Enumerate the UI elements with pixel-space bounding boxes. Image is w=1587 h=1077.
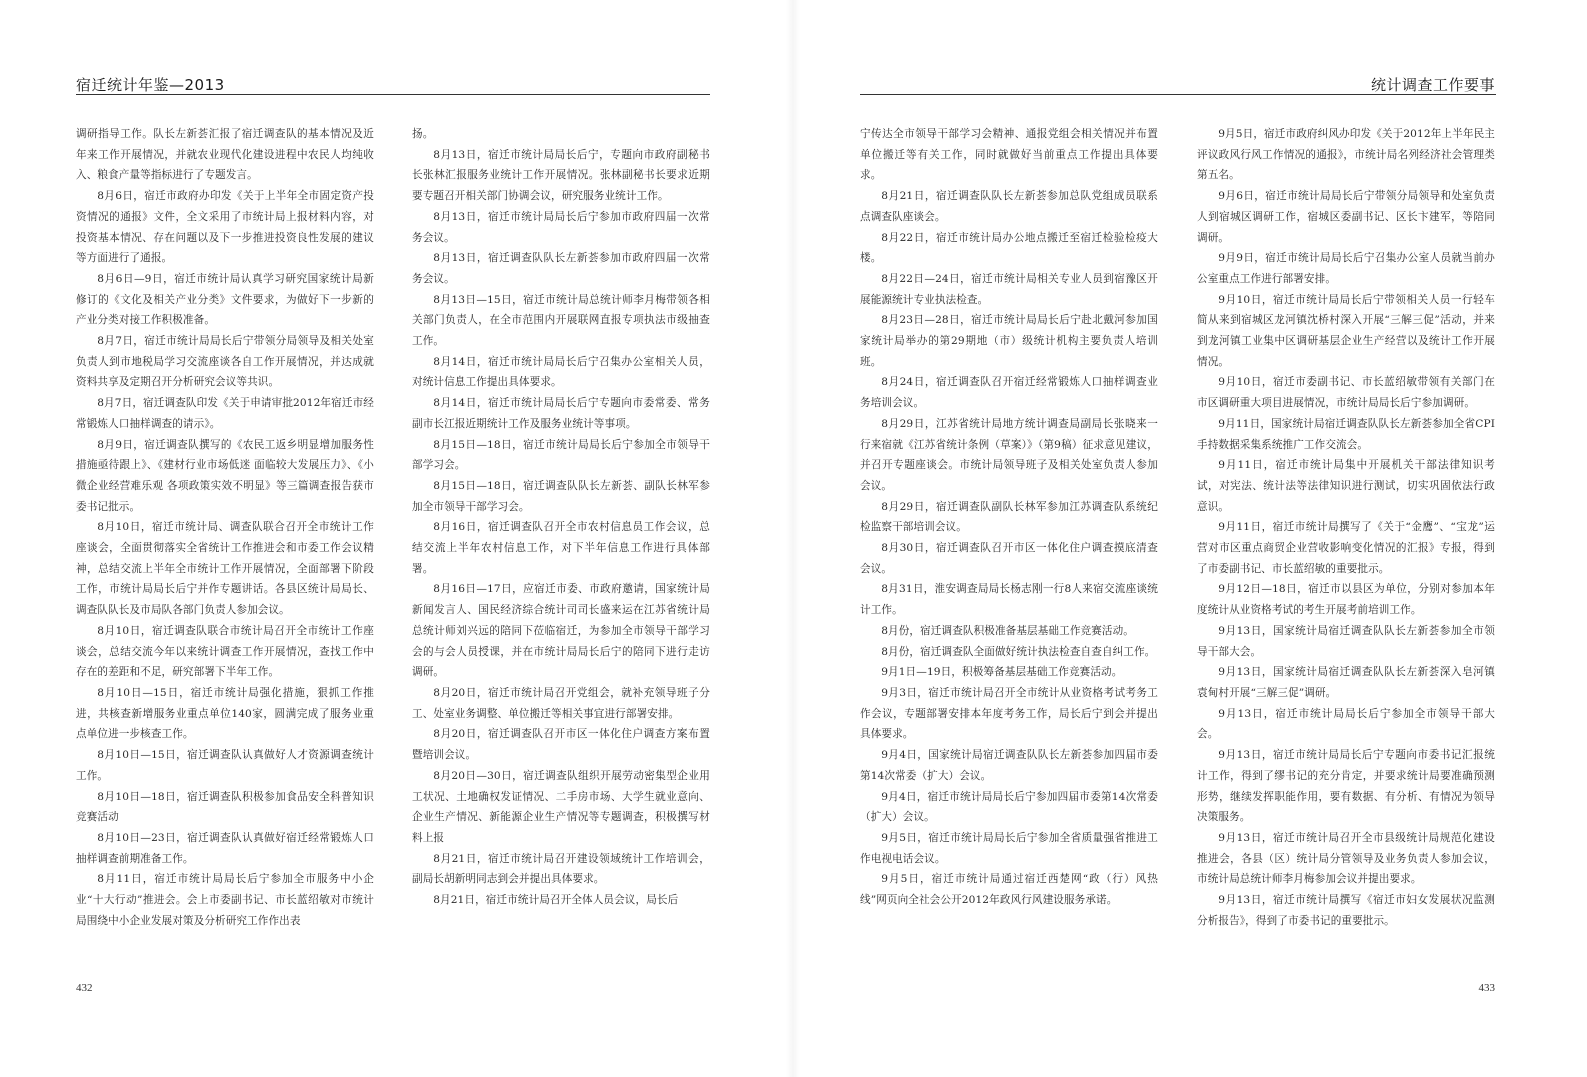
- page-number-left: 432: [76, 982, 93, 994]
- chronicle-entry: 8月7日，宿迁市统计局局长后宁带领分局领导及相关处室负责人到市地税局学习交流座谈各自工作开展情况，并达成就资料共享及定期召开分析研究会议等共识。: [76, 335, 374, 389]
- chronicle-entry: 9月13日，国家统计局宿迁调查队队长左新荟深入皂河镇袁甸村开展“三解三促”调研。: [1197, 666, 1495, 699]
- left-page-column-2: [412, 124, 710, 911]
- chronicle-entry: 9月4日，国家统计局宿迁调查队队长左新荟参加四届市委第14次常委（扩大）会议。: [860, 749, 1158, 782]
- header-rule-left: [76, 94, 710, 95]
- chronicle-entry: 8月29日，江苏省统计局地方统计调查局副局长张晓来一行来宿就《江苏省统计条例（草案）》（第9稿）征求意见建议，并召开专题座谈会。市统计局领导班子及相关处室负责人参加会议。: [860, 417, 1158, 492]
- chronicle-entry: 扬。: [412, 128, 434, 140]
- chronicle-entry: 9月5日，宿迁市统计局通过宿迁西楚网“政（行）风热线”网页向全社会公开2012年政风行风建设服务承诺。: [860, 873, 1158, 907]
- chronicle-entry: 8月24日，宿迁调查队召开宿迁经常锻炼人口抽样调查业务培训会议。: [860, 376, 1158, 410]
- running-header-left: 宿迁统计年鉴—2013: [76, 76, 225, 94]
- chronicle-entry: 9月6日，宿迁市统计局局长后宁带领分局领导和处室负责人到宿城区调研工作，宿城区委副书记、区长卞建军，等陪同调研。: [1197, 190, 1495, 244]
- chronicle-entry: 9月13日，宿迁市统计局召开全市县级统计局规范化建设推进会，各县（区）统计局分管领导及业务负责人参加会议，市统计局总统计师李月梅参加会议并提出要求。: [1197, 831, 1495, 886]
- chronicle-entry: 8月9日，宿迁调查队撰写的《农民工返乡明显增加服务性措施亟待跟上》、《建材行业市场低迷 面临较大发展压力》、《小微企业经营难乐观 各项政策实效不明显》等三篇调查报告获市委书记批示。: [76, 438, 374, 513]
- chronicle-entry: 9月11日，宿迁市统计局撰写了《关于“金鹰”、“宝龙”运营对市区重点商贸企业营收影响变化情况的汇报》专报，得到了市委副书记、市长蓝绍敏的重要批示。: [1197, 521, 1495, 575]
- chronicle-entry: 8月29日，宿迁调查队副队长林军参加江苏调查队系统纪检监察干部培训会议。: [860, 500, 1158, 534]
- right-page-column-1: [860, 124, 1158, 911]
- chronicle-entry: 8月10日—23日，宿迁调查队认真做好宿迁经常锻炼人口抽样调查前期准备工作。: [76, 831, 374, 865]
- left-page-column-1: [76, 124, 374, 931]
- chronicle-entry: 9月13日，宿迁市统计局撰写《宿迁市妇女发展状况监测分析报告》，得到了市委书记的重要批示。: [1197, 894, 1495, 927]
- chronicle-entry: 9月4日，宿迁市统计局局长后宁参加四届市委第14次常委（扩大）会议。: [860, 790, 1158, 824]
- chronicle-entry: 8月15日—18日，宿迁市统计局局长后宁参加全市领导干部学习会。: [412, 438, 710, 472]
- chronicle-entry: 8月份，宿迁调查队全面做好统计执法检查自查自纠工作。: [881, 645, 1156, 658]
- chronicle-entry: 9月9日，宿迁市统计局局长后宁召集办公室人员就当前办公室重点工作进行部署安排。: [1197, 252, 1495, 285]
- chronicle-entry: 9月12日—18日，宿迁市以县区为单位，分别对参加本年度统计从业资格考试的考生开展考前培训工作。: [1197, 583, 1495, 617]
- chronicle-entry: 8月10日，宿迁市统计局、调查队联合召开全市统计工作座谈会，全面贯彻落实全省统计工作推进会和市委工作会议精神，总结交流上半年全市统计工作开展情况，全面部署下阶段工作，市统计局局长后宁并作专题讲话。各县区统计局局长、调查队队长及市局队各部门负责人参加会议。: [76, 521, 374, 617]
- chronicle-entry: 9月3日，宿迁市统计局召开全市统计从业资格考试考务工作会议，专题部署安排本年度考务工作，局长后宁到会并提出具体要求。: [860, 686, 1158, 741]
- chronicle-entry: 8月14日，宿迁市统计局局长后宁召集办公室相关人员，对统计信息工作提出具体要求。: [412, 355, 710, 389]
- chronicle-entry: 9月10日，宿迁市委副书记、市长蓝绍敏带领有关部门在市区调研重大项目进展情况，市统计局局长后宁参加调研。: [1197, 376, 1495, 410]
- chronicle-entry: 9月13日，宿迁市统计局局长后宁专题向市委书记汇报统计工作，得到了缪书记的充分肯定，并要求统计局要准确预测形势，继续发挥职能作用，要有数据、有分析、有情况为领导决策服务。: [1197, 749, 1495, 824]
- page-gutter: [786, 0, 800, 1077]
- chronicle-entry: 8月16日—17日，应宿迁市委、市政府邀请，国家统计局新闻发言人、国民经济综合统计司司长盛来运在江苏省统计局总统计师刘兴远的陪同下莅临宿迁，为参加全市领导干部学习会的与会人员授课，并在市统计局局长后宁的陪同下进行走访调研。: [412, 583, 710, 679]
- chronicle-entry: 8月14日，宿迁市统计局局长后宁专题向市委常委、常务副市长江报近期统计工作及服务业统计等事项。: [412, 397, 710, 430]
- chronicle-entry: 9月5日，宿迁市政府纠风办印发《关于2012年上半年民主评议政风行风工作情况的通报》，市统计局名列经济社会管理类第五名。: [1197, 128, 1495, 182]
- chronicle-entry: 8月16日，宿迁调查队召开全市农村信息员工作会议，总结交流上半年农村信息工作，对下半年信息工作进行具体部署。: [412, 521, 710, 575]
- chronicle-entry: 8月23日—28日，宿迁市统计局局长后宁赴北戴河参加国家统计局举办的第29期地（市）级统计机构主要负责人培训班。: [860, 314, 1158, 368]
- chronicle-entry: 8月10日，宿迁调查队联合市统计局召开全市统计工作座谈会，总结交流今年以来统计调查工作开展情况，查找工作中存在的差距和不足，研究部署下半年工作。: [76, 624, 374, 679]
- chronicle-entry: 8月21日，宿迁调查队队长左新荟参加总队党组成员联系点调查队座谈会。: [860, 190, 1158, 223]
- chronicle-entry: 8月10日—15日，宿迁市统计局强化措施，狠抓工作推进，共核查新增服务业重点单位140家，圆满完成了服务业重点单位进一步核查工作。: [76, 686, 374, 741]
- page-number-right: 433: [1478, 982, 1495, 994]
- chronicle-entry: 9月1日—19日，积极筹备基层基础工作竞赛活动。: [881, 666, 1123, 679]
- chronicle-entry: 8月21日，宿迁市统计局召开建设领域统计工作培训会，副局长胡新明同志到会并提出具体要求。: [412, 852, 710, 886]
- running-header-right: 统计调查工作要事: [1370, 76, 1495, 94]
- chronicle-entry: 8月13日，宿迁市统计局局长后宁参加市政府四届一次常务会议。: [412, 210, 710, 244]
- chronicle-entry: 9月11日，宿迁市统计局集中开展机关干部法律知识考试，对宪法、统计法等法律知识进行测试，切实巩固依法行政意识。: [1197, 459, 1495, 513]
- chronicle-entry: 8月21日，宿迁市统计局召开全体人员会议，局长后: [433, 894, 679, 907]
- chronicle-entry: 8月10日—15日，宿迁调查队认真做好人才资源调查统计工作。: [76, 749, 374, 782]
- chronicle-entry: 8月22日—24日，宿迁市统计局相关专业人员到宿豫区开展能源统计专业执法检查。: [860, 272, 1158, 306]
- chronicle-entry: 8月22日，宿迁市统计局办公地点搬迁至宿迁检验检疫大楼。: [860, 231, 1158, 265]
- chronicle-entry: 8月13日—15日，宿迁市统计局总统计师李月梅带领各相关部门负责人，在全市范围内开展联网直报专项执法市级抽查工作。: [412, 293, 710, 348]
- chronicle-entry: 8月20日，宿迁调查队召开市区一体化住户调查方案布置暨培训会议。: [412, 728, 710, 762]
- chronicle-entry: 9月13日，国家统计局宿迁调查队队长左新荟参加全市领导干部大会。: [1197, 624, 1495, 658]
- chronicle-entry: 宁传达全市领导干部学习会精神、通报党组会相关情况并布置单位搬迁等有关工作，同时就做好当前重点工作提出具体要求。: [860, 128, 1158, 182]
- right-page-column-2: [1197, 124, 1495, 931]
- chronicle-entry: 8月10日—18日，宿迁调查队积极参加食品安全科普知识竞赛活动: [76, 790, 374, 824]
- chronicle-entry: 8月11日，宿迁市统计局局长后宁参加全市服务中小企业“十大行动”推进会。会上市委副书记、市长蓝绍敏对市统计局围绕中小企业发展对策及分析研究工作作出表: [76, 873, 374, 927]
- chronicle-entry: 8月6日—9日，宿迁市统计局认真学习研究国家统计局新修订的《文化及相关产业分类》文件要求，为做好下一步新的产业分类对接工作积极准备。: [76, 272, 374, 327]
- chronicle-entry: 9月11日，国家统计局宿迁调查队队长左新荟参加全省CPI手持数据采集系统推广工作交流会。: [1197, 417, 1495, 451]
- chronicle-entry: 8月15日—18日，宿迁调查队队长左新荟、副队长林军参加全市领导干部学习会。: [412, 479, 710, 513]
- chronicle-entry: 8月13日，宿迁调查队队长左新荟参加市政府四届一次常务会议。: [412, 252, 710, 285]
- chronicle-entry: 9月13日，宿迁市统计局局长后宁参加全市领导干部大会。: [1197, 707, 1495, 741]
- chronicle-entry: 8月13日，宿迁市统计局局长后宁，专题向市政府副秘书长张林汇报服务业统计工作开展情况。张林副秘书长要求近期要专题召开相关部门协调会议，研究服务业统计工作。: [412, 148, 710, 203]
- header-rule-right: [860, 94, 1496, 95]
- chronicle-entry: 8月30日，宿迁调查队召开市区一体化住户调查摸底清查会议。: [860, 542, 1158, 575]
- chronicle-entry: 8月20日—30日，宿迁调查队组织开展劳动密集型企业用工状况、土地确权发证情况、二手房市场、大学生就业意向、企业生产情况、新能源企业生产情况等专题调查，积极撰写材料上报: [412, 769, 710, 844]
- chronicle-entry: 8月31日，淮安调查局局长杨志刚一行8人来宿交流座谈统计工作。: [860, 583, 1158, 617]
- chronicle-entry: 8月6日，宿迁市政府办印发《关于上半年全市固定资产投资情况的通报》文件，全文采用了市统计局上报材料内容，对投资基本情况、存在问题以及下一步推进投资良性发展的建议等方面进行了通报。: [76, 190, 374, 265]
- chronicle-entry: 9月5日，宿迁市统计局局长后宁参加全省质量强省推进工作电视电话会议。: [860, 831, 1158, 865]
- chronicle-entry: 9月10日，宿迁市统计局局长后宁带领相关人员一行轻车简从来到宿城区龙河镇沈桥村深入开展“三解三促”活动，并来到龙河镇工业集中区调研基层企业生产经营以及统计工作开展情况。: [1197, 293, 1495, 368]
- chronicle-entry: 8月7日，宿迁调查队印发《关于申请审批2012年宿迁市经常锻炼人口抽样调查的请示》。: [76, 397, 374, 430]
- chronicle-entry: 8月份，宿迁调查队积极准备基层基础工作竞赛活动。: [881, 624, 1134, 637]
- chronicle-entry: 8月20日，宿迁市统计局召开党组会，就补充领导班子分工、处室业务调整、单位搬迁等相关事宜进行部署安排。: [412, 686, 710, 720]
- chronicle-entry: 调研指导工作。队长左新荟汇报了宿迁调查队的基本情况及近年来工作开展情况，并就农业现代化建设进程中农民人均纯收入、粮食产量等指标进行了专题发言。: [76, 128, 374, 182]
